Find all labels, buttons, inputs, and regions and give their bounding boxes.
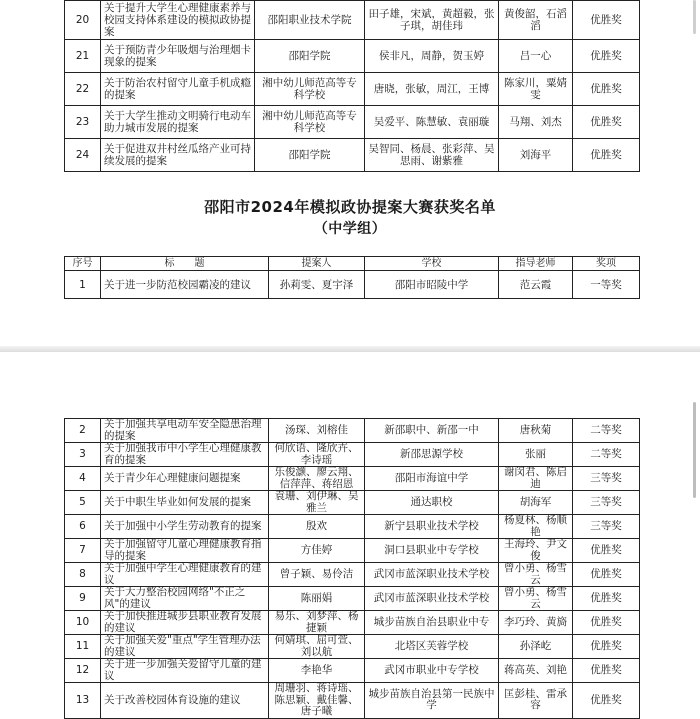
section-title: 邵阳市2024年模拟政协提案大赛获奖名单	[204, 198, 496, 216]
cell-school: 洞口县职业中专学校	[365, 539, 499, 563]
cell-teacher: 蒋高英、刘艳	[499, 659, 573, 683]
table-row	[65, 515, 640, 539]
cell-title: 关于青少年心理健康问题提案	[101, 467, 269, 491]
table-row	[65, 611, 640, 635]
cell-teacher: 曾小勇、杨雪云	[499, 563, 573, 587]
cell-teacher: 孙泽屹	[499, 635, 573, 659]
header-teacher: 指导老师	[499, 257, 573, 271]
cell-teachers: 黄俊韶，石滔滔	[499, 1, 573, 40]
cell-award: 优胜奖	[573, 539, 640, 563]
cell-school: 新宁县职业技术学校	[365, 515, 499, 539]
cell-title: 关于进一步加强关爱留守儿童的建议	[101, 659, 269, 683]
table-row	[65, 491, 640, 515]
cell-teacher: 王海玲、尹文俊	[499, 539, 573, 563]
cell-no: 10	[65, 611, 101, 635]
middle-school-award-list-table	[64, 418, 640, 719]
cell-title: 关于进一步防范校园霸凌的建议	[101, 271, 269, 299]
cell-teachers: 刘海平	[499, 139, 573, 172]
cell-no: 3	[65, 443, 101, 467]
cell-proposers: 何欣语、隆欣卉、李诗瑶	[269, 443, 365, 467]
table-row	[65, 659, 640, 683]
cell-title: 关于防治农村留守儿童手机成瘾的提案	[101, 73, 255, 106]
table-row	[65, 587, 640, 611]
cell-proposers: 孙莉雯、夏宇泽	[269, 271, 365, 299]
cell-teachers: 吕一心	[499, 40, 573, 73]
cell-proposers: 唐晓，张敏，周江，王博	[365, 73, 499, 106]
cell-award: 优胜奖	[573, 106, 640, 139]
cell-title: 关于大学生推动文明骑行电动车助力城市发展的提案	[101, 106, 255, 139]
cell-no: 9	[65, 587, 101, 611]
cell-teacher: 李巧玲、黄旖	[499, 611, 573, 635]
table-row	[65, 106, 640, 139]
cell-proposers: 汤琛、刘榕佳	[269, 419, 365, 443]
cell-proposers: 周珊羽、蒋诗瑶、陈思颖、戴佳馨、唐子曦	[269, 683, 365, 719]
cell-award: 优胜奖	[573, 659, 640, 683]
cell-school: 武冈市职业中专学校	[365, 659, 499, 683]
cell-no: 20	[65, 1, 101, 40]
cell-proposers: 吴智同、杨晨、张彩萍、吴思雨、谢紫雅	[365, 139, 499, 172]
cell-title: 关于大力整治校园网络"不正之风"的建议	[101, 587, 269, 611]
cell-award: 优胜奖	[573, 635, 640, 659]
cell-teacher: 张丽	[499, 443, 573, 467]
cell-school: 邵阳学院	[255, 139, 365, 172]
cell-school: 邵阳市昭陵中学	[365, 271, 499, 299]
cell-title: 关于加强关爱"重点"学生管理办法的建议	[101, 635, 269, 659]
cell-no: 11	[65, 635, 101, 659]
table-row	[65, 139, 640, 172]
cell-title: 关于加强中学生心理健康教育的建议	[101, 563, 269, 587]
cell-proposers: 侯非凡，周静，贺玉婷	[365, 40, 499, 73]
table-row	[65, 443, 640, 467]
cell-title: 关于加强共享电动车安全隐患治理的提案	[101, 419, 269, 443]
cell-title: 关于加强我市中小学生心理健康教育的提案	[101, 443, 269, 467]
cell-school: 邵阳市海谊中学	[365, 467, 499, 491]
header-no: 序号	[65, 257, 101, 271]
cell-award: 优胜奖	[573, 73, 640, 106]
cell-no: 24	[65, 139, 101, 172]
cell-teachers: 陈家川，粟婧雯	[499, 73, 573, 106]
cell-proposers: 方佳婷	[269, 539, 365, 563]
cell-school: 湘中幼儿师范高等专科学校	[255, 106, 365, 139]
cell-title: 关于加快推进城步县职业教育发展的建议	[101, 611, 269, 635]
table-header-row	[65, 257, 640, 271]
cell-proposers: 吴爱平、陈慧敏、袁丽璇	[365, 106, 499, 139]
cell-no: 4	[65, 467, 101, 491]
cell-award: 一等奖	[573, 271, 640, 299]
university-award-table	[64, 0, 640, 172]
cell-title: 关于中职生毕业如何发展的提案	[101, 491, 269, 515]
cell-no: 22	[65, 73, 101, 106]
cell-no: 13	[65, 683, 101, 719]
header-title: 标 题	[101, 257, 269, 271]
cell-no: 6	[65, 515, 101, 539]
table-row	[65, 271, 640, 299]
cell-proposers: 陈丽娟	[269, 587, 365, 611]
cell-no: 5	[65, 491, 101, 515]
cell-school: 北塔区芙蓉学校	[365, 635, 499, 659]
cell-no: 21	[65, 40, 101, 73]
cell-award: 三等奖	[573, 491, 640, 515]
table-row	[65, 419, 640, 443]
cell-school: 新邵职中、新邵一中	[365, 419, 499, 443]
table-row	[65, 563, 640, 587]
cell-award: 优胜奖	[573, 563, 640, 587]
cell-school: 新邵思源学校	[365, 443, 499, 467]
document-page-top	[0, 0, 700, 350]
cell-proposers: 易乐、刘梦萍、杨捷颖	[269, 611, 365, 635]
cell-award: 优胜奖	[573, 40, 640, 73]
cell-award: 三等奖	[573, 515, 640, 539]
scrollbar-thumb[interactable]	[693, 402, 696, 498]
cell-no: 12	[65, 659, 101, 683]
cell-teacher: 胡海军	[499, 491, 573, 515]
cell-school: 邵阳学院	[255, 40, 365, 73]
cell-teacher: 谢闵君、陈启迪	[499, 467, 573, 491]
cell-teacher: 唐秋菊	[499, 419, 573, 443]
table-row	[65, 467, 640, 491]
cell-school: 邵阳职业技术学院	[255, 1, 365, 40]
section-subtitle: （中学组）	[313, 221, 387, 237]
table-row	[65, 539, 640, 563]
cell-no: 1	[65, 271, 101, 299]
cell-teachers: 马翔、刘杰	[499, 106, 573, 139]
cell-proposers: 殷欢	[269, 515, 365, 539]
cell-school: 武冈市蓝深职业技术学校	[365, 563, 499, 587]
table-row	[65, 73, 640, 106]
header-proposers: 提案人	[269, 257, 365, 271]
cell-title: 关于促进双井村丝瓜络产业可持续发展的提案	[101, 139, 255, 172]
cell-proposers: 田子雄，宋斌，黄超毅，张子琪，胡佳玮	[365, 1, 499, 40]
table-row	[65, 683, 640, 719]
cell-proposers: 曾子颖、易伶洁	[269, 563, 365, 587]
header-award: 奖项	[573, 257, 640, 271]
table-row	[65, 1, 640, 40]
cell-school: 武冈市蓝深职业技术学校	[365, 587, 499, 611]
cell-no: 2	[65, 419, 101, 443]
cell-proposers: 乐俊灏、廖云翔、信萍萍、蒋绍恩	[269, 467, 365, 491]
cell-no: 7	[65, 539, 101, 563]
header-school: 学校	[365, 257, 499, 271]
cell-award: 优胜奖	[573, 587, 640, 611]
cell-proposers: 李艳华	[269, 659, 365, 683]
cell-teacher: 匡彭桂、雷承容	[499, 683, 573, 719]
cell-teacher: 杨夏林、杨顺艳	[499, 515, 573, 539]
cell-title: 关于加强留守儿童心理健康教育指导的提案	[101, 539, 269, 563]
cell-teacher: 曾小勇、杨雪云	[499, 587, 573, 611]
cell-award: 二等奖	[573, 443, 640, 467]
cell-teacher: 范云霞	[499, 271, 573, 299]
cell-title: 关于预防青少年吸烟与治理烟卡现象的提案	[101, 40, 255, 73]
cell-award: 优胜奖	[573, 139, 640, 172]
cell-title: 关于提升大学生心理健康素养与校园支持体系建设的模拟政协提案	[101, 1, 255, 40]
cell-award: 优胜奖	[573, 1, 640, 40]
cell-school: 城步苗族自治县第一民族中学	[365, 683, 499, 719]
cell-award: 二等奖	[573, 419, 640, 443]
cell-proposers: 何婧琪、屈可萱、刘以航	[269, 635, 365, 659]
cell-no: 8	[65, 563, 101, 587]
table-row	[65, 635, 640, 659]
cell-school: 通达职校	[365, 491, 499, 515]
cell-no: 23	[65, 106, 101, 139]
cell-school: 城步苗族自治县职业中专	[365, 611, 499, 635]
cell-award: 三等奖	[573, 467, 640, 491]
cell-title: 关于改善校园体育设施的建议	[101, 683, 269, 719]
cell-award: 优胜奖	[573, 683, 640, 719]
cell-school: 湘中幼儿师范高等专科学校	[255, 73, 365, 106]
cell-title: 关于加强中小学生劳动教育的提案	[101, 515, 269, 539]
cell-award: 优胜奖	[573, 611, 640, 635]
scrollbar-thumb-top[interactable]	[693, 0, 696, 34]
middle-school-award-table	[64, 256, 640, 299]
cell-proposers: 袁珊、刘伊琳、吴雅兰	[269, 491, 365, 515]
table-row	[65, 40, 640, 73]
